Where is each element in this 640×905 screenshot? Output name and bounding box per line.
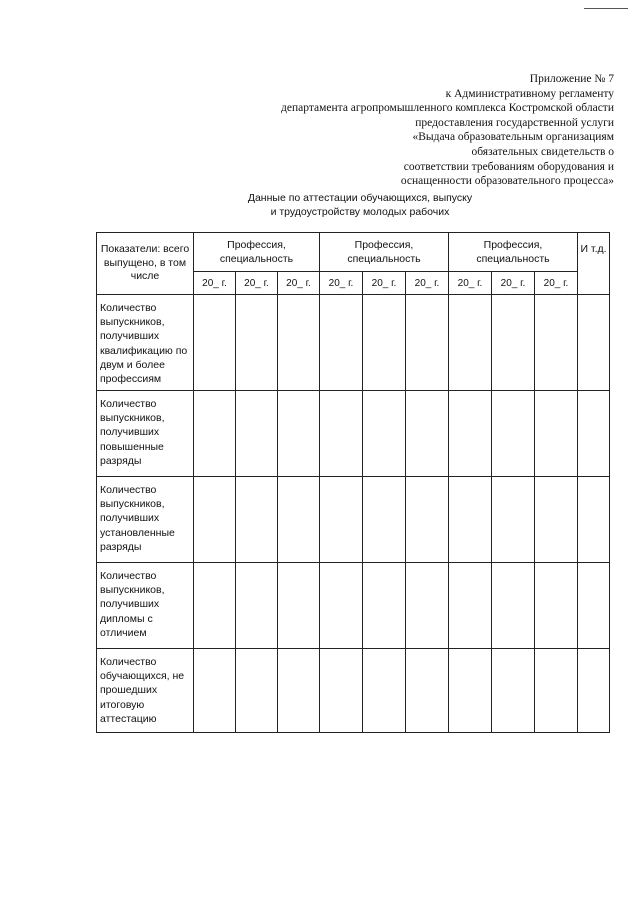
empty-cell	[363, 563, 406, 649]
year-header: 20_ г.	[406, 272, 449, 295]
empty-cell	[449, 563, 492, 649]
year-header: 20_ г.	[363, 272, 406, 295]
empty-cell	[406, 563, 449, 649]
empty-cell	[278, 477, 320, 563]
empty-cell	[449, 477, 492, 563]
header-line: оснащенности образовательного процесса»	[400, 175, 614, 188]
empty-cell	[449, 391, 492, 477]
empty-cell	[492, 563, 535, 649]
header-line: обязательных свидетельств о	[471, 145, 614, 158]
group-header: Профессия, специальность	[449, 233, 578, 272]
empty-cell	[278, 391, 320, 477]
empty-cell	[363, 649, 406, 733]
year-header: 20_ г.	[194, 272, 236, 295]
empty-cell	[278, 649, 320, 733]
indicator-header: Показатели: всего выпущено, в том числе	[97, 233, 194, 295]
table-row	[97, 649, 610, 733]
top-edge-line	[584, 8, 628, 9]
year-header: 20_ г.	[236, 272, 278, 295]
year-header: 20_ г.	[535, 272, 578, 295]
empty-cell	[535, 563, 578, 649]
year-header: 20_ г.	[320, 272, 363, 295]
empty-cell	[449, 295, 492, 391]
empty-cell	[492, 391, 535, 477]
empty-cell	[578, 563, 610, 649]
empty-cell	[236, 649, 278, 733]
empty-cell	[535, 295, 578, 391]
empty-cell	[236, 295, 278, 391]
year-header: 20_ г.	[449, 272, 492, 295]
document-title	[220, 191, 500, 219]
row-label: Количество выпускников, получивших квалификацию по двум и более профессиям	[97, 295, 194, 391]
empty-cell	[406, 649, 449, 733]
table-row	[97, 563, 610, 649]
empty-cell	[278, 295, 320, 391]
empty-cell	[320, 649, 363, 733]
document-header	[174, 72, 614, 189]
empty-cell	[535, 391, 578, 477]
empty-cell	[278, 563, 320, 649]
empty-cell	[320, 563, 363, 649]
empty-cell	[578, 295, 610, 391]
header-line: департамента агропромышленного комплекса Костромской области	[281, 102, 614, 115]
empty-cell	[320, 477, 363, 563]
empty-cell	[578, 649, 610, 733]
empty-cell	[406, 477, 449, 563]
empty-cell	[578, 391, 610, 477]
empty-cell	[194, 563, 236, 649]
attestation-table	[96, 232, 610, 733]
row-label: Количество обучающихся, не прошедших итоговую аттестацию	[97, 649, 194, 733]
empty-cell	[194, 295, 236, 391]
empty-cell	[236, 391, 278, 477]
empty-cell	[492, 295, 535, 391]
empty-cell	[449, 649, 492, 733]
header-line: «Выдача образовательным организациям	[412, 131, 614, 144]
empty-cell	[492, 649, 535, 733]
table-row	[97, 391, 610, 477]
empty-cell	[194, 477, 236, 563]
etc-header: И т.д.	[578, 233, 610, 295]
header-line: Приложение № 7	[529, 73, 614, 85]
empty-cell	[320, 391, 363, 477]
empty-cell	[406, 295, 449, 391]
empty-cell	[236, 477, 278, 563]
empty-cell	[492, 477, 535, 563]
table-row	[97, 477, 610, 563]
empty-cell	[578, 477, 610, 563]
empty-cell	[363, 295, 406, 391]
empty-cell	[535, 649, 578, 733]
title-line-2: и трудоустройству молодых рабочих	[270, 206, 450, 218]
empty-cell	[194, 391, 236, 477]
table-row	[97, 295, 610, 391]
group-header: Профессия, специальность	[320, 233, 449, 272]
header-line: соответствии требованиям оборудования и	[403, 160, 614, 173]
empty-cell	[194, 649, 236, 733]
year-header: 20_ г.	[492, 272, 535, 295]
row-label: Количество выпускников, получивших установленные разряды	[97, 477, 194, 563]
row-label: Количество выпускников, получивших дипломы с отличием	[97, 563, 194, 649]
empty-cell	[236, 563, 278, 649]
empty-cell	[363, 391, 406, 477]
empty-cell	[320, 295, 363, 391]
year-header: 20_ г.	[278, 272, 320, 295]
empty-cell	[406, 391, 449, 477]
title-line-1: Данные по аттестации обучающихся, выпуску	[247, 192, 473, 204]
row-label: Количество выпускников, получивших повышенные разряды	[97, 391, 194, 477]
empty-cell	[363, 477, 406, 563]
group-header: Профессия, специальность	[194, 233, 320, 272]
empty-cell	[535, 477, 578, 563]
header-line: к Административному регламенту	[445, 87, 614, 100]
header-line: предоставления государственной услуги	[415, 116, 614, 129]
